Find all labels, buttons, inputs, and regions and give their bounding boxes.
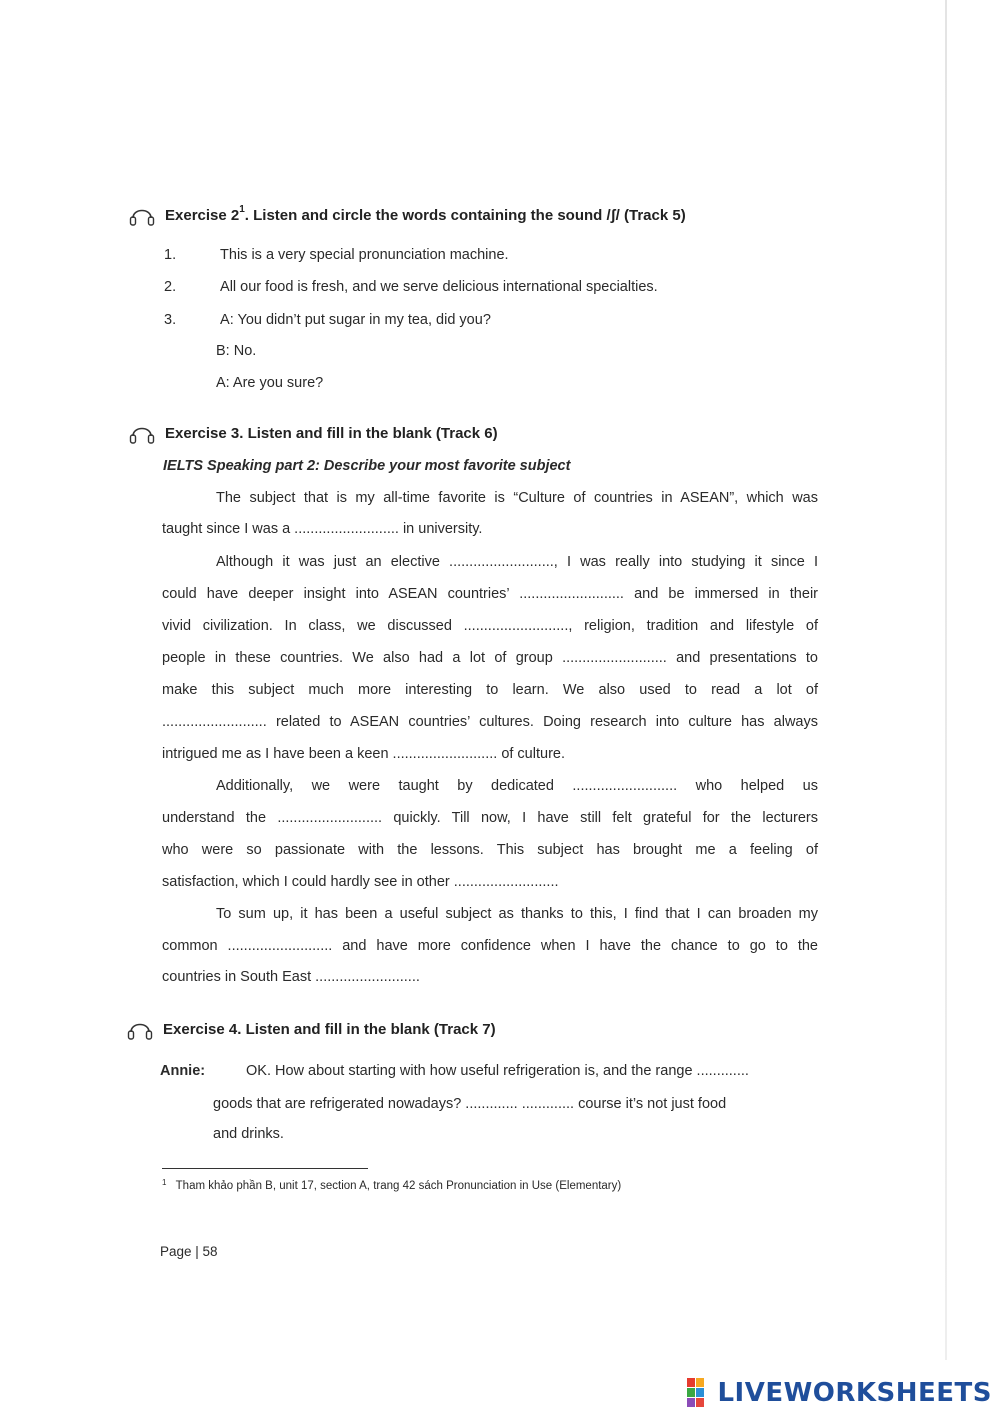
item-text: A: You didn’t put sugar in my tea, did you? <box>220 312 491 328</box>
paragraph-line: .......................... related to ASEAN countries’ cultures. Doing research into culture has always <box>162 714 818 730</box>
paragraph-line: taught since I was a .......................... in university. <box>162 521 483 537</box>
exercise-4-title: Exercise 4. Listen and fill in the blank (Track 7) <box>163 1020 496 1038</box>
paragraph-line: people in these countries. We also had a lot of group .......................... and presentations to <box>162 650 818 666</box>
paragraph-line: could have deeper insight into ASEAN countries’ .......................... and be immersed in their <box>162 586 818 602</box>
exercise-3-heading <box>128 420 498 446</box>
paragraph-line: intrigued me as I have been a keen .......................... of culture. <box>162 746 565 762</box>
headphones-icon <box>126 1016 154 1042</box>
paragraph-line: who were so passionate with the lessons. This subject has brought me a feeling of <box>162 842 818 858</box>
item-number: 3. <box>164 312 177 328</box>
list-item <box>164 280 658 295</box>
paragraph-line: understand the .......................... quickly. Till now, I have still felt grateful for the lecturers <box>162 810 818 826</box>
item-text: All our food is fresh, and we serve delicious international specialties. <box>220 279 658 295</box>
paragraph-line: To sum up, it has been a useful subject as thanks to this, I find that I can broaden my <box>216 906 818 922</box>
item-number: 2. <box>164 279 177 295</box>
paragraph-line: The subject that is my all-time favorite is “Culture of countries in ASEAN”, which was <box>216 490 818 506</box>
dialog-line: B: No. <box>216 343 257 359</box>
footnote-divider <box>162 1168 368 1169</box>
headphones-icon <box>128 202 156 228</box>
exercise-2-heading <box>128 202 686 228</box>
list-item <box>164 248 509 263</box>
liveworksheets-logo <box>687 1375 992 1411</box>
paragraph-line: Additionally, we were taught by dedicated .......................... who helped us <box>216 778 818 794</box>
scan-page-edge <box>945 0 947 1360</box>
footnote <box>162 1180 621 1192</box>
page-number: Page | 58 <box>160 1244 218 1259</box>
footnote-mark: 1 <box>162 1178 167 1187</box>
dialog-line: and drinks. <box>213 1126 284 1142</box>
paragraph-line: countries in South East .......................... <box>162 969 420 985</box>
exercise-2-instruction: . Listen and circle the words containing the sound /ʃ/ (Track 5) <box>244 206 686 224</box>
liveworksheets-logo-text: LIVEWORKSHEETS <box>717 1378 992 1408</box>
item-number: 1. <box>164 247 177 263</box>
paragraph-line: make this subject much more interesting to learn. We also used to read a lot of <box>162 682 818 698</box>
headphones-icon <box>128 420 156 446</box>
paragraph-line: vivid civilization. In class, we discussed .........................., religion, tradition and lifestyle of <box>162 618 818 634</box>
exercise-3-title: Exercise 3. Listen and fill in the blank (Track 6) <box>165 424 498 442</box>
exercise-2-title: Exercise 2 <box>165 206 240 224</box>
exercise-3-subtitle: IELTS Speaking part 2: Describe your most favorite subject <box>163 458 571 474</box>
dialog-line: OK. How about starting with how useful refrigeration is, and the range ............. <box>246 1063 749 1079</box>
list-item <box>164 313 491 328</box>
paragraph-line: Although it was just an elective .........................., I was really into studying it since I <box>216 554 818 570</box>
paragraph-line: satisfaction, which I could hardly see in other .......................... <box>162 874 559 890</box>
dialog-line: A: Are you sure? <box>216 375 324 391</box>
paragraph-line: common .......................... and have more confidence when I have the chance to go to the <box>162 938 818 954</box>
liveworksheets-logo-icon <box>687 1378 713 1408</box>
footnote-ref: 1 <box>239 203 245 215</box>
footnote-text: Tham khảo phần B, unit 17, section A, trang 42 sách Pronunciation in Use (Elementary) <box>175 1180 622 1192</box>
speaker-label: Annie: <box>160 1063 206 1079</box>
dialog-line: goods that are refrigerated nowadays? ............. ............. course it’s not just food <box>213 1096 727 1112</box>
exercise-4-heading <box>126 1016 496 1042</box>
item-text: This is a very special pronunciation machine. <box>220 247 509 263</box>
